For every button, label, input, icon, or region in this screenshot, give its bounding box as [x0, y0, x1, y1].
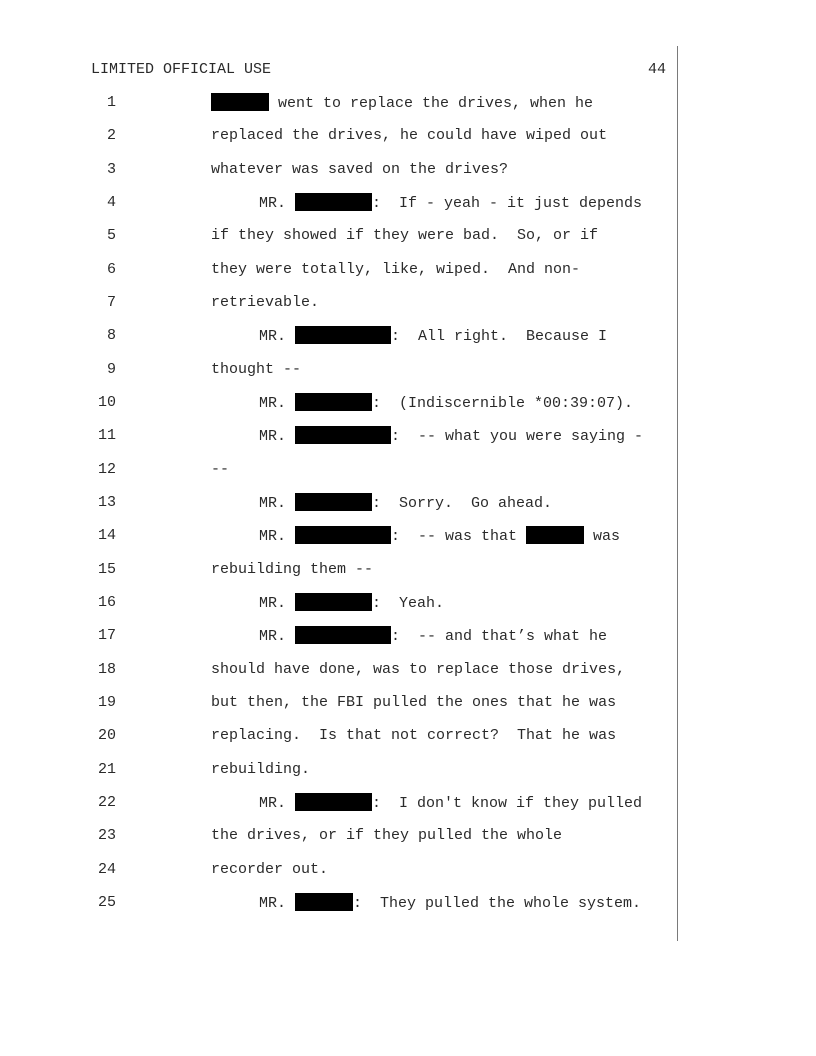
transcript-line-9 [0, 360, 816, 380]
line-number: 6 [106, 261, 116, 278]
transcript-line-6 [0, 260, 816, 280]
page-header-classification: LIMITED OFFICIAL USE [91, 61, 272, 78]
transcript-line-5 [0, 226, 816, 246]
transcript-line-10 [0, 393, 816, 413]
line-number: 1 [106, 94, 116, 111]
transcript-line-4 [0, 193, 816, 213]
speaker-line [259, 426, 643, 447]
redaction-box [295, 526, 391, 544]
transcript-line-14 [0, 526, 816, 546]
speaker-line [259, 626, 607, 647]
line-number: 23 [97, 827, 116, 844]
speaker-prefix: MR. [259, 195, 296, 212]
line-text: retrievable. [211, 294, 320, 311]
speaker-line [259, 326, 607, 347]
line-text-segment: : -- what you were saying - [391, 428, 644, 445]
speaker-prefix: MR. [259, 428, 296, 445]
line-number: 10 [97, 394, 116, 411]
transcript-line-12 [0, 460, 816, 480]
speaker-prefix: MR. [259, 628, 296, 645]
speaker-prefix: MR. [259, 595, 296, 612]
transcript-line-24 [0, 860, 816, 880]
line-text: but then, the FBI pulled the ones that he was [211, 694, 617, 711]
line-text-segment: went to replace the drives, when he [269, 95, 594, 112]
speaker-prefix: MR. [259, 795, 296, 812]
line-text: the drives, or if they pulled the whole [211, 827, 563, 844]
line-number: 13 [97, 494, 116, 511]
line-text-segment: : If - yeah - it just depends [372, 195, 643, 212]
speaker-line [259, 193, 642, 214]
line-number: 24 [97, 861, 116, 878]
line-text [211, 93, 593, 114]
line-number: 15 [97, 561, 116, 578]
line-text: thought -- [211, 361, 302, 378]
line-text: rebuilding. [211, 761, 311, 778]
line-number: 14 [97, 527, 116, 544]
redaction-box [295, 593, 372, 611]
line-number: 11 [97, 427, 116, 444]
line-number: 21 [97, 761, 116, 778]
line-number: 22 [97, 794, 116, 811]
transcript-line-25 [0, 893, 816, 913]
page-number: 44 [648, 61, 667, 78]
speaker-prefix: MR. [259, 495, 296, 512]
transcript-line-13 [0, 493, 816, 513]
line-text: whatever was saved on the drives? [211, 161, 509, 178]
speaker-prefix: MR. [259, 528, 296, 545]
line-text-segment: : (Indiscernible *00:39:07). [372, 395, 634, 412]
transcript-line-17 [0, 626, 816, 646]
transcript-line-1 [0, 93, 816, 113]
line-number: 7 [106, 294, 116, 311]
line-number: 4 [106, 194, 116, 211]
redaction-box [295, 326, 391, 344]
redaction-box [295, 193, 372, 211]
line-text: if they showed if they were bad. So, or if [211, 227, 599, 244]
redaction-box [295, 493, 372, 511]
speaker-line [259, 593, 444, 614]
redaction-box [295, 426, 391, 444]
line-text: replaced the drives, he could have wiped out [211, 127, 608, 144]
transcript-line-7 [0, 293, 816, 313]
line-number: 17 [97, 627, 116, 644]
redaction-box [295, 393, 372, 411]
redaction-box [295, 893, 353, 911]
line-number: 18 [97, 661, 116, 678]
line-number: 20 [97, 727, 116, 744]
speaker-prefix: MR. [259, 895, 296, 912]
redaction-box [211, 93, 269, 111]
line-number: 16 [97, 594, 116, 611]
redaction-box [295, 793, 372, 811]
line-text: should have done, was to replace those drives, [211, 661, 626, 678]
line-text-segment: : All right. Because I [391, 328, 608, 345]
line-number: 12 [97, 461, 116, 478]
speaker-line [259, 893, 641, 914]
line-number: 25 [97, 894, 116, 911]
line-text-segment: : They pulled the whole system. [353, 895, 642, 912]
speaker-line [259, 793, 642, 814]
line-number: 8 [106, 327, 116, 344]
transcript-line-18 [0, 660, 816, 680]
line-text-segment: : Yeah. [372, 595, 445, 612]
line-text-segment: : -- was that [391, 528, 527, 545]
line-number: 5 [106, 227, 116, 244]
line-text: rebuilding them -- [211, 561, 374, 578]
speaker-prefix: MR. [259, 395, 296, 412]
transcript-line-23 [0, 826, 816, 846]
line-text: they were totally, like, wiped. And non- [211, 261, 581, 278]
line-number: 2 [106, 127, 116, 144]
transcript-line-16 [0, 593, 816, 613]
transcript-line-11 [0, 426, 816, 446]
line-number: 9 [106, 361, 116, 378]
line-text-segment: : I don't know if they pulled [372, 795, 643, 812]
transcript-line-2 [0, 126, 816, 146]
line-text: replacing. Is that not correct? That he was [211, 727, 617, 744]
line-text-segment: : Sorry. Go ahead. [372, 495, 553, 512]
redaction-box [295, 626, 391, 644]
line-text-segment: : -- and that’s what he [391, 628, 608, 645]
transcript-line-15 [0, 560, 816, 580]
speaker-line [259, 526, 620, 547]
transcript-line-8 [0, 326, 816, 346]
transcript-line-20 [0, 726, 816, 746]
transcript-line-22 [0, 793, 816, 813]
transcript-line-3 [0, 160, 816, 180]
line-number: 3 [106, 161, 116, 178]
speaker-line [259, 493, 552, 514]
redaction-box [526, 526, 584, 544]
line-text-segment: was [584, 528, 621, 545]
line-text: -- [211, 461, 230, 478]
transcript-line-21 [0, 760, 816, 780]
transcript-line-19 [0, 693, 816, 713]
line-number: 19 [97, 694, 116, 711]
line-text: recorder out. [211, 861, 329, 878]
speaker-prefix: MR. [259, 328, 296, 345]
speaker-line [259, 393, 633, 414]
